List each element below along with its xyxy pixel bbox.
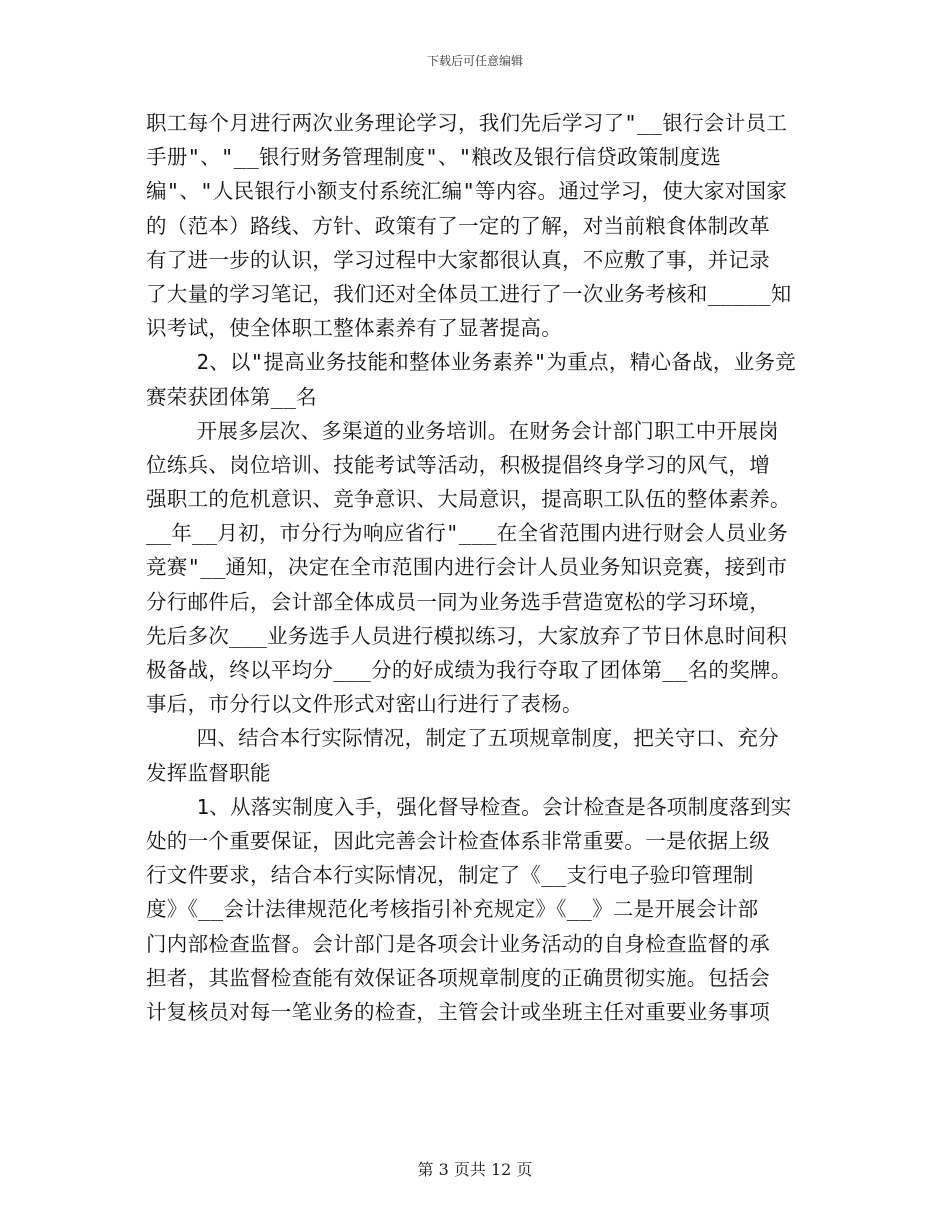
text-line: 2、以"提高业务技能和整体业务素养"为重点，精心备战，业务竞 [146, 350, 797, 375]
text-line: 有了进一步的认识，学习过程中大家都很认真，不应敷了事，并记录 [146, 247, 770, 272]
text-line: 1、从落实制度入手，强化督导检查。会计检查是各项制度落到实 [146, 794, 792, 819]
text-line: 的（范本）路线、方针、政策有了一定的了解，对当前粮食体制改革 [146, 213, 770, 238]
text-line: __年__月初，市分行为响应省行"___在全省范围内进行财会人员业务 [146, 521, 788, 546]
text-line: 识考试，使全体职工整体素养有了显著提高。 [146, 316, 562, 341]
text-line: 强职工的危机意识、竞争意识、大局意识，提高职工队伍的整体素养。 [146, 487, 791, 512]
text-line: 四、结合本行实际情况，制定了五项规章制度，把关守口、充分 [146, 726, 779, 751]
text-line: 分行邮件后，会计部全体成员一同为业务选手营造宽松的学习环境， [146, 589, 770, 614]
text-line: 担者，其监督检查能有效保证各项规章制度的正确贯彻实施。包括会 [146, 965, 770, 990]
text-line: 了大量的学习笔记，我们还对全体员工进行了一次业务考核和_____知 [146, 281, 792, 306]
text-line: 手册"、"__银行财务管理制度"、"粮改及银行信贷政策制度选 [146, 145, 722, 170]
text-line: 极备战，终以平均分___分的好成绩为我行夺取了团体第__名的奖牌。 [146, 658, 792, 682]
text-line: 编"、"人民银行小额支付系统汇编"等内容。通过学习，使大家对国家 [146, 179, 788, 204]
text-line: 行文件要求，结合本行实际情况，制定了《__支行电子验印管理制 [146, 863, 754, 888]
text-line: 赛荣获团体第__名 [146, 384, 317, 409]
text-line: 门内部检查监督。会计部门是各项会计业务活动的自身检查监督的承 [146, 931, 770, 956]
text-line: 处的一个重要保证，因此完善会计检查体系非常重要。一是依据上级 [146, 828, 770, 853]
text-line: 先后多次___业务选手人员进行模拟练习，大家放弃了节日休息时间积 [146, 623, 788, 648]
text-line: 开展多层次、多渠道的业务培训。在财务会计部门职工中开展岗 [146, 418, 779, 443]
text-line: 位练兵、岗位培训、技能考试等活动，积极提倡终身学习的风气，增 [146, 452, 770, 477]
text-line: 发挥监督职能 [146, 760, 271, 785]
page-header: 下载后可任意编辑 [426, 54, 523, 68]
page-number: 第 3 页共 12 页 [417, 1160, 533, 1179]
text-line: 职工每个月进行两次业务理论学习，我们先后学习了"__银行会计员工 [146, 111, 788, 135]
document-body [146, 106, 806, 1029]
text-line: 事后，市分行以文件形式对密山行进行了表杨。 [146, 692, 583, 717]
text-line: 竞赛"__通知，决定在全市范围内进行会计人员业务知识竞赛，接到市 [146, 555, 788, 580]
text-line: 度》《__会计法律规范化考核指引补充规定》《__》二是开展会计部 [146, 897, 759, 922]
text-line: 计复核员对每一笔业务的检查，主管会计或坐班主任对重要业务事项 [146, 999, 770, 1024]
